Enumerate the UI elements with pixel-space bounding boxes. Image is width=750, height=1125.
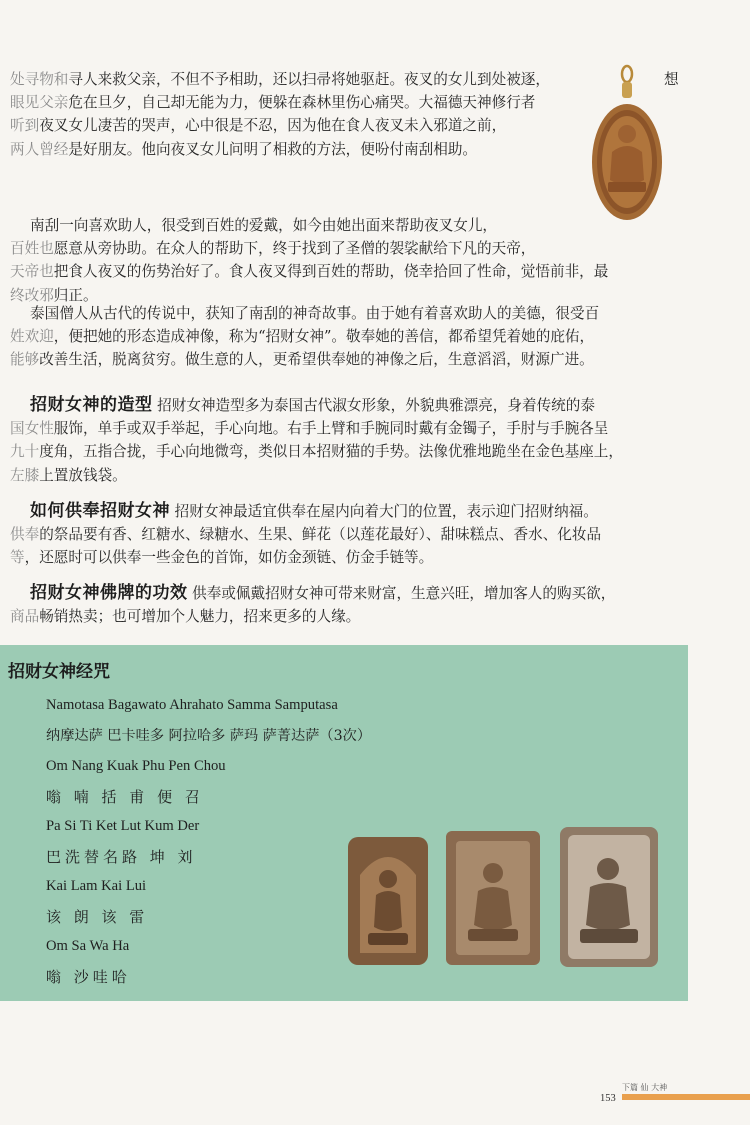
section-heading: 如何供奉招财女神: [30, 501, 170, 521]
mantra-latin-line: Kai Lam Kai Lui: [46, 878, 147, 894]
section-first-line: 如何供奉招财女神 招财女神最适宜供奉在屋内向着大门的位置，表示迎门招财纳福。: [30, 501, 598, 521]
mantra-chinese-line: 该 朗 该 雷: [46, 908, 149, 926]
mantra-chinese-line: 巴洗替名路 坤 刘: [46, 848, 197, 866]
section-heading: 招财女神佛牌的功效: [30, 583, 188, 603]
mantra-box: [0, 645, 688, 1001]
paragraph-line: 两人曾经是好朋友。他向夜叉女儿问明了相救的方法，便吩付南刮相助。: [10, 140, 478, 158]
paragraph-line: 姓欢迎，便把她的形态造成神像，称为“招财女神”。敬奉她的善信，都希望凭着她的庇佑，: [10, 328, 595, 346]
mantra-chinese-line: 嗡 沙哇哈: [46, 968, 131, 986]
section-first-line: 招财女神的造型 招财女神造型多为泰国古代淑女形象，外貌典雅漂亮，身着传统的泰: [30, 395, 595, 415]
section-shape: [10, 394, 686, 487]
mantra-latin-line: Om Nang Kuak Phu Pen Chou: [46, 758, 226, 774]
paragraph-line: 国女性服饰，单手或双手举起，手心向地。右手上臂和手腕同时戴有金镯子，手肘与手腕各呈: [10, 420, 609, 438]
amulet-plaque-image: [558, 825, 660, 969]
mantra-chinese-line: 纳摩达萨 巴卡哇多 阿拉哈多 萨玛 萨菁达萨（3次）: [46, 728, 372, 744]
paragraph-line: 能够改善生活，脱离贫穷。做生意的人，更希望供奉她的神像之后，生意滔滔，财源广进。: [10, 351, 594, 369]
mantra-latin-line: Om Sa Wa Ha: [46, 938, 130, 954]
paragraph-line: 天帝也把食人夜叉的伤势治好了。食人夜叉得到百姓的帮助，侥幸拾回了性命，觉悟前非，最: [10, 263, 609, 281]
section-first-line: 招财女神佛牌的功效 供奉或佩戴招财女神可带来财富，生意兴旺，增加客人的购买欲，: [30, 583, 616, 603]
paragraph-2: [10, 214, 610, 307]
paragraph-1: [10, 68, 590, 161]
mantra-latin-line: Pa Si Ti Ket Lut Kum Der: [46, 818, 200, 834]
section-heading: 招财女神的造型: [30, 395, 153, 415]
paragraph-line: 终改邪归正。: [10, 286, 98, 304]
paragraph-line: 百姓也愿意从旁协助。在众人的帮助下，终于找到了圣僧的袈裟献给下凡的天帝，: [10, 240, 536, 258]
mantra-chinese-line: 嗡 喃 括 甫 便 召: [46, 788, 204, 806]
amulet-plaque-image: [346, 835, 430, 967]
mantra-title: 招财女神经咒: [8, 662, 110, 682]
footer-accent-bar: [622, 1094, 750, 1100]
paragraph-line: 处寻物和寻人来救父亲，不但不予相助，还以扫帚将她驱赶。夜叉的女儿到处被逐，: [10, 71, 550, 88]
paragraph-line: 等，还愿时可以供奉一些金色的首饰，如仿金颈链、仿金手链等。: [10, 549, 434, 567]
paragraph-line: 九十度角，五指合拢，手心向地微弯，类似日本招财猫的手势。法像优雅地跪坐在金色基座上，: [10, 443, 623, 461]
paragraph-line: 眼见父亲危在旦夕，自己却无能为力，便躲在森林里伤心痛哭。大福德天神修行者: [10, 94, 536, 112]
paragraph-line: 南刮一向喜欢助人，很受到百姓的爱戴，如今由她出面来帮助夜叉女儿，: [30, 217, 498, 234]
paragraph-line: 泰国僧人从古代的传说中，获知了南刮的神奇故事。由于她有着喜欢助人的美德，很受百: [30, 305, 600, 322]
section-worship: [10, 500, 686, 570]
mantra-latin-line: Namotasa Bagawato Ahrahato Samma Samputasa: [46, 697, 338, 713]
paragraph-1-continuation-char: 想: [664, 71, 679, 88]
footer-section-label: 下篇 仙 大神: [622, 1083, 668, 1092]
paragraph-line: 供奉的祭品要有香、红糖水、绿糖水、生果、鲜花（以莲花最好）、甜味糕点、香水、化妆品: [10, 526, 602, 544]
section-effect: [10, 582, 686, 628]
paragraph-3: [10, 302, 686, 372]
paragraph-line: 听到夜叉女儿凄苦的哭声，心中很是不忍，因为他在食人夜叉未入邪道之前，: [10, 117, 507, 135]
pendant-amulet-image: [584, 62, 662, 222]
paragraph-line: 左膝上置放钱袋。: [10, 466, 127, 484]
page-number: 153: [600, 1093, 616, 1104]
paragraph-line: 商品畅销热卖；也可增加个人魅力，招来更多的人缘。: [10, 608, 361, 626]
amulet-plaque-image: [444, 829, 542, 967]
